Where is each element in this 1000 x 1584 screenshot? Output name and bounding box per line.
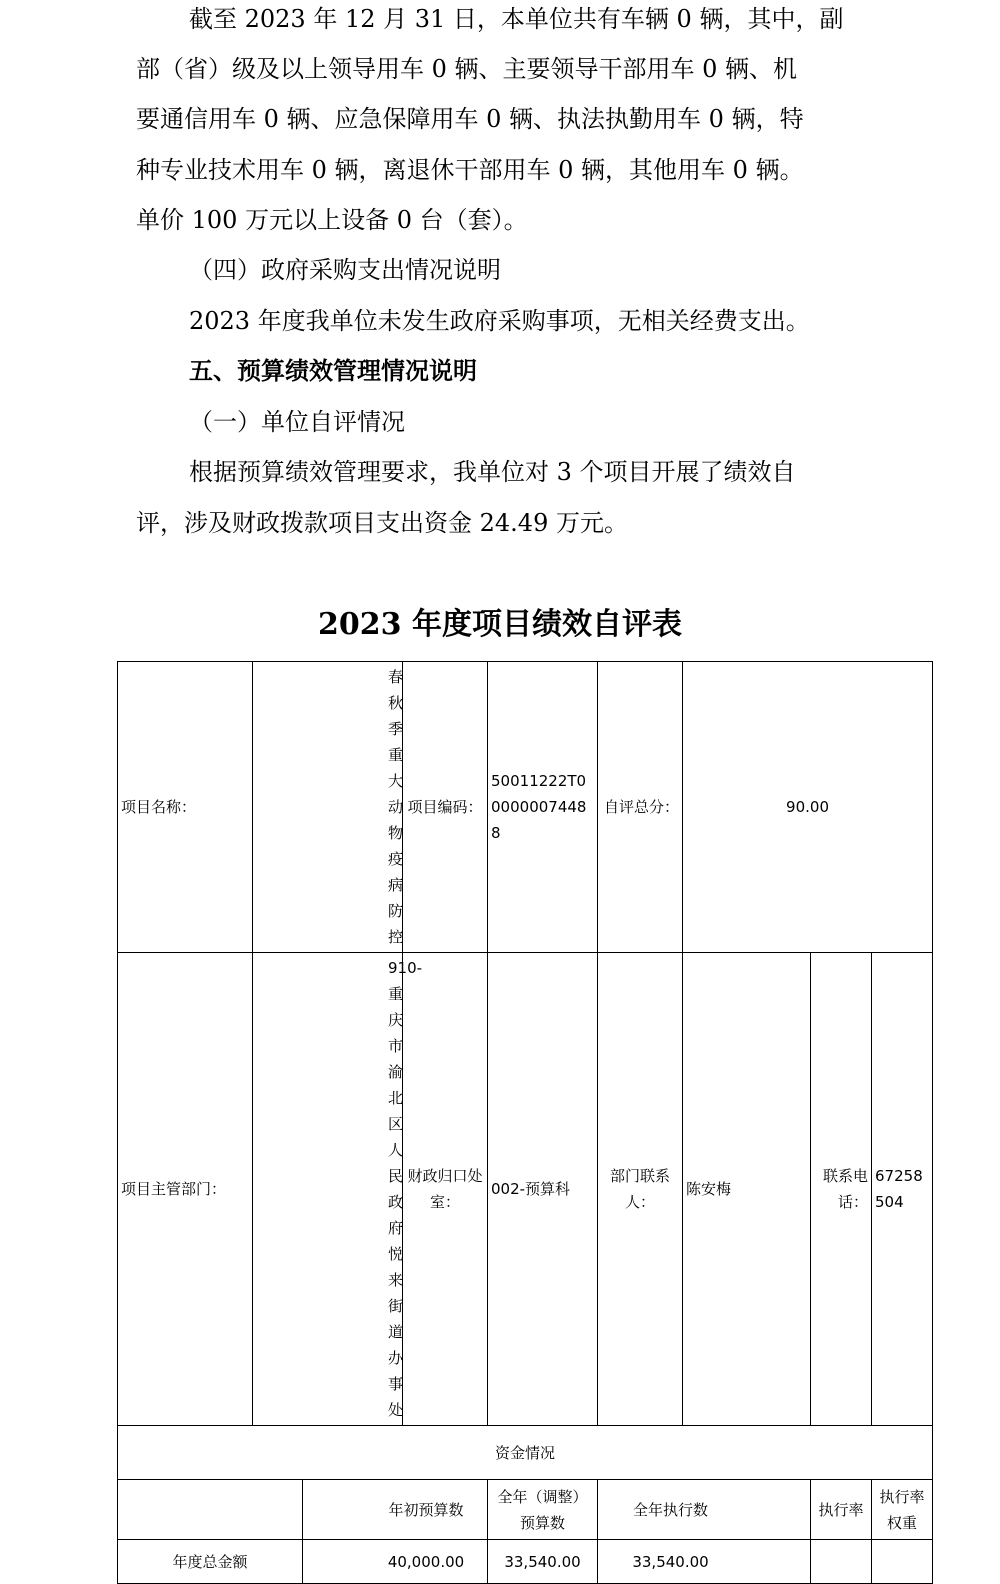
contact-value: 陈安梅 xyxy=(683,953,811,1426)
funds-header: 资金情况 xyxy=(118,1426,933,1480)
table-row xyxy=(118,1480,933,1540)
section-heading-4: （四）政府采购支出情况说明 xyxy=(189,256,501,284)
finance-office-value: 002-预算科 xyxy=(488,953,598,1426)
total-adjusted: 33,540.00 xyxy=(488,1540,598,1584)
total-weight xyxy=(872,1540,933,1584)
project-name-label: 项目名称： xyxy=(118,662,253,953)
table-title: 2023 年度项目绩效自评表 xyxy=(318,607,682,642)
total-label: 年度总金额 xyxy=(118,1540,303,1584)
table-row xyxy=(118,1426,933,1480)
paragraph-line: 单价 100 万元以上设备 0 台（套）。 xyxy=(136,206,528,234)
finance-office-label: 财政归口处室： xyxy=(403,953,488,1426)
project-code-label: 项目编码： xyxy=(403,662,488,953)
self-score-value: 90.00 xyxy=(683,662,933,953)
col-adjusted-budget: 全年（调整）预算数 xyxy=(488,1480,598,1540)
paragraph-line: 要通信用车 0 辆、应急保障用车 0 辆、执法执勤用车 0 辆，特 xyxy=(136,105,804,133)
contact-label: 部门联系人： xyxy=(598,953,683,1426)
paragraph-line: 部（省）级及以上领导用车 0 辆、主要领导干部用车 0 辆、机 xyxy=(136,55,798,83)
dept-value: 910-重庆市渝北区人民政府悦来街道办事处 xyxy=(253,953,403,1426)
paragraph-line: 种专业技术用车 0 辆，离退休干部用车 0 辆，其他用车 0 辆。 xyxy=(136,156,804,184)
table-row xyxy=(118,662,933,953)
phone-value: 67258504 xyxy=(872,953,933,1426)
total-initial: 40,000.00 xyxy=(303,1540,488,1584)
section-heading-5: 五、预算绩效管理情况说明 xyxy=(189,356,477,385)
paragraph-line: 截至 2023 年 12 月 31 日，本单位共有车辆 0 辆，其中，副 xyxy=(189,5,844,33)
paragraph-line: 评，涉及财政拨款项目支出资金 24.49 万元。 xyxy=(136,509,628,537)
table-row xyxy=(118,953,933,1426)
table-row xyxy=(118,1540,933,1584)
subsection-heading: （一）单位自评情况 xyxy=(189,408,405,436)
self-score-label: 自评总分： xyxy=(598,662,683,953)
blank-header-cell xyxy=(118,1480,303,1540)
project-code: 50011222T000000074488 xyxy=(488,662,598,953)
col-exec-rate: 执行率 xyxy=(811,1480,872,1540)
paragraph-line: 2023 年度我单位未发生政府采购事项，无相关经费支出。 xyxy=(189,307,810,335)
col-initial-budget: 年初预算数 xyxy=(303,1480,488,1540)
col-executed: 全年执行数 xyxy=(598,1480,811,1540)
paragraph-line: 根据预算绩效管理要求，我单位对 3 个项目开展了绩效自 xyxy=(189,458,796,486)
performance-eval-table xyxy=(117,661,933,1584)
total-rate xyxy=(811,1540,872,1584)
phone-label: 联系电话： xyxy=(811,953,872,1426)
col-rate-weight: 执行率权重 xyxy=(872,1480,933,1540)
project-name: 春秋季重大动物疫病防控 xyxy=(253,662,403,953)
dept-label: 项目主管部门： xyxy=(118,953,253,1426)
total-executed: 33,540.00 xyxy=(598,1540,811,1584)
